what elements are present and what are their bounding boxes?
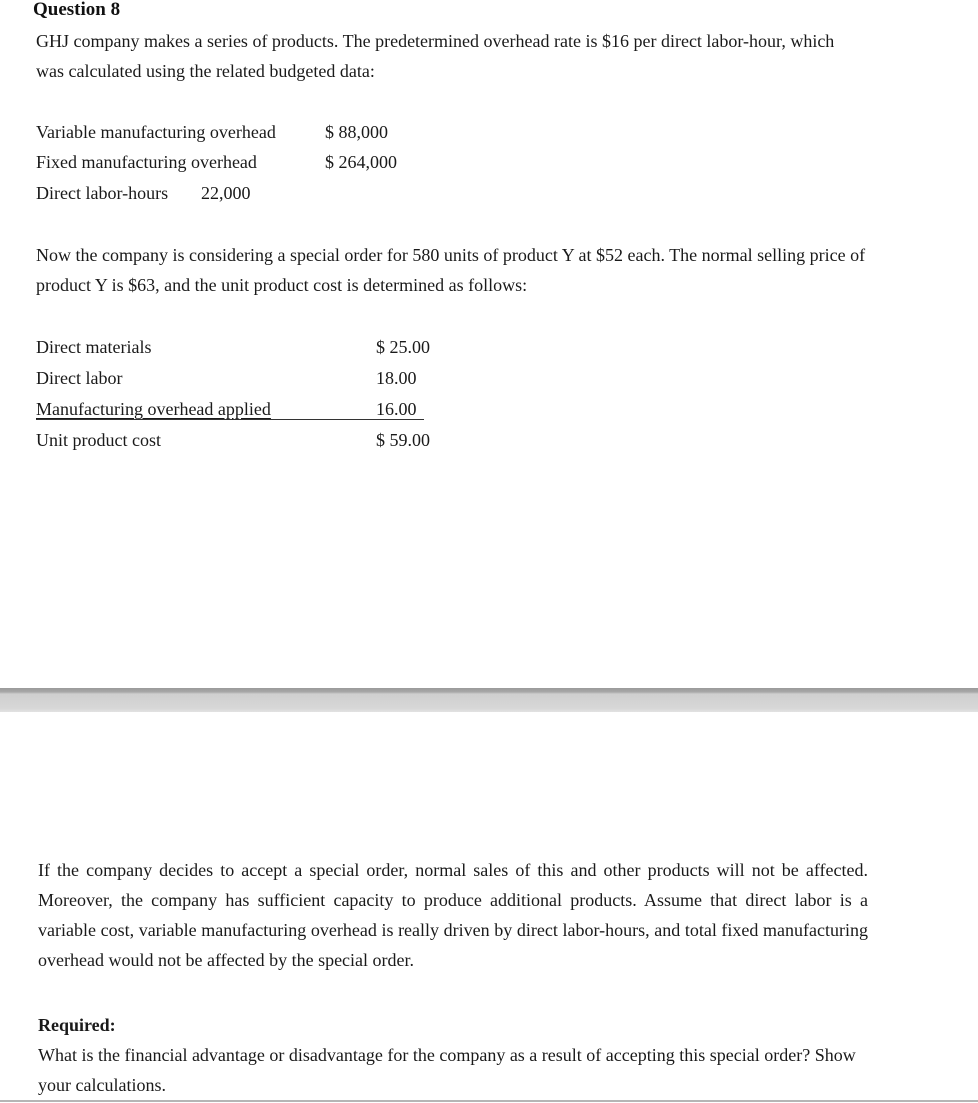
bottom-rule (0, 1100, 978, 1102)
cost-label: Direct materials (36, 337, 152, 357)
cost-label: Unit product cost (36, 430, 161, 450)
unit-cost-row-direct-labor (36, 363, 446, 394)
budget-value: $ 88,000 (325, 122, 388, 142)
unit-cost-table (36, 332, 446, 456)
cost-value: $ 59.00 (376, 430, 430, 450)
unit-cost-row-total (36, 425, 446, 456)
budget-row-direct-labor-hours (36, 178, 251, 208)
budget-row-variable-overhead (36, 117, 388, 147)
required-heading: Required: (38, 1015, 116, 1035)
unit-cost-row-direct-materials (36, 332, 446, 363)
cost-value: 16.00 (376, 399, 417, 419)
budget-label: Direct labor-hours (36, 183, 169, 203)
budget-label: Fixed manufacturing overhead (36, 152, 257, 172)
special-order-paragraph: Now the company is considering a special order for 580 units of product Y at $52 each. The normal selling price of product Y is $63, and the unit product cost is determined as follows: (36, 245, 866, 295)
unit-cost-row-overhead-applied (36, 394, 446, 425)
budget-value: 22,000 (201, 183, 251, 203)
required-question: What is the financial advantage or disadvantage for the company as a result of accepting this special order? Show your calculations. (38, 1045, 856, 1095)
budget-row-fixed-overhead (36, 147, 397, 177)
cost-label: Manufacturing overhead applied (36, 399, 271, 419)
cost-label: Direct labor (36, 368, 123, 388)
budget-value: $ 264,000 (325, 152, 397, 172)
page-break-divider (0, 688, 978, 712)
question-title: Question 8 (33, 0, 121, 20)
cost-value: $ 25.00 (376, 337, 430, 357)
assumptions-paragraph: If the company decides to accept a special order, normal sales of this and other products will not be affected. Moreover, the company has sufficient capacity to produce additional products. Assume that direct labor is a variable cost, variable manufacturing overhead is really driven by direct labor-hours, and total fixed manufacturing overhead would not be affected by the special order. (38, 860, 868, 970)
budget-label: Variable manufacturing overhead (36, 122, 276, 142)
cost-value: 18.00 (376, 368, 417, 388)
intro-paragraph: GHJ company makes a series of products. The predetermined overhead rate is $16 per direct labor-hour, which was calculated using the related budgeted data: (36, 31, 835, 81)
